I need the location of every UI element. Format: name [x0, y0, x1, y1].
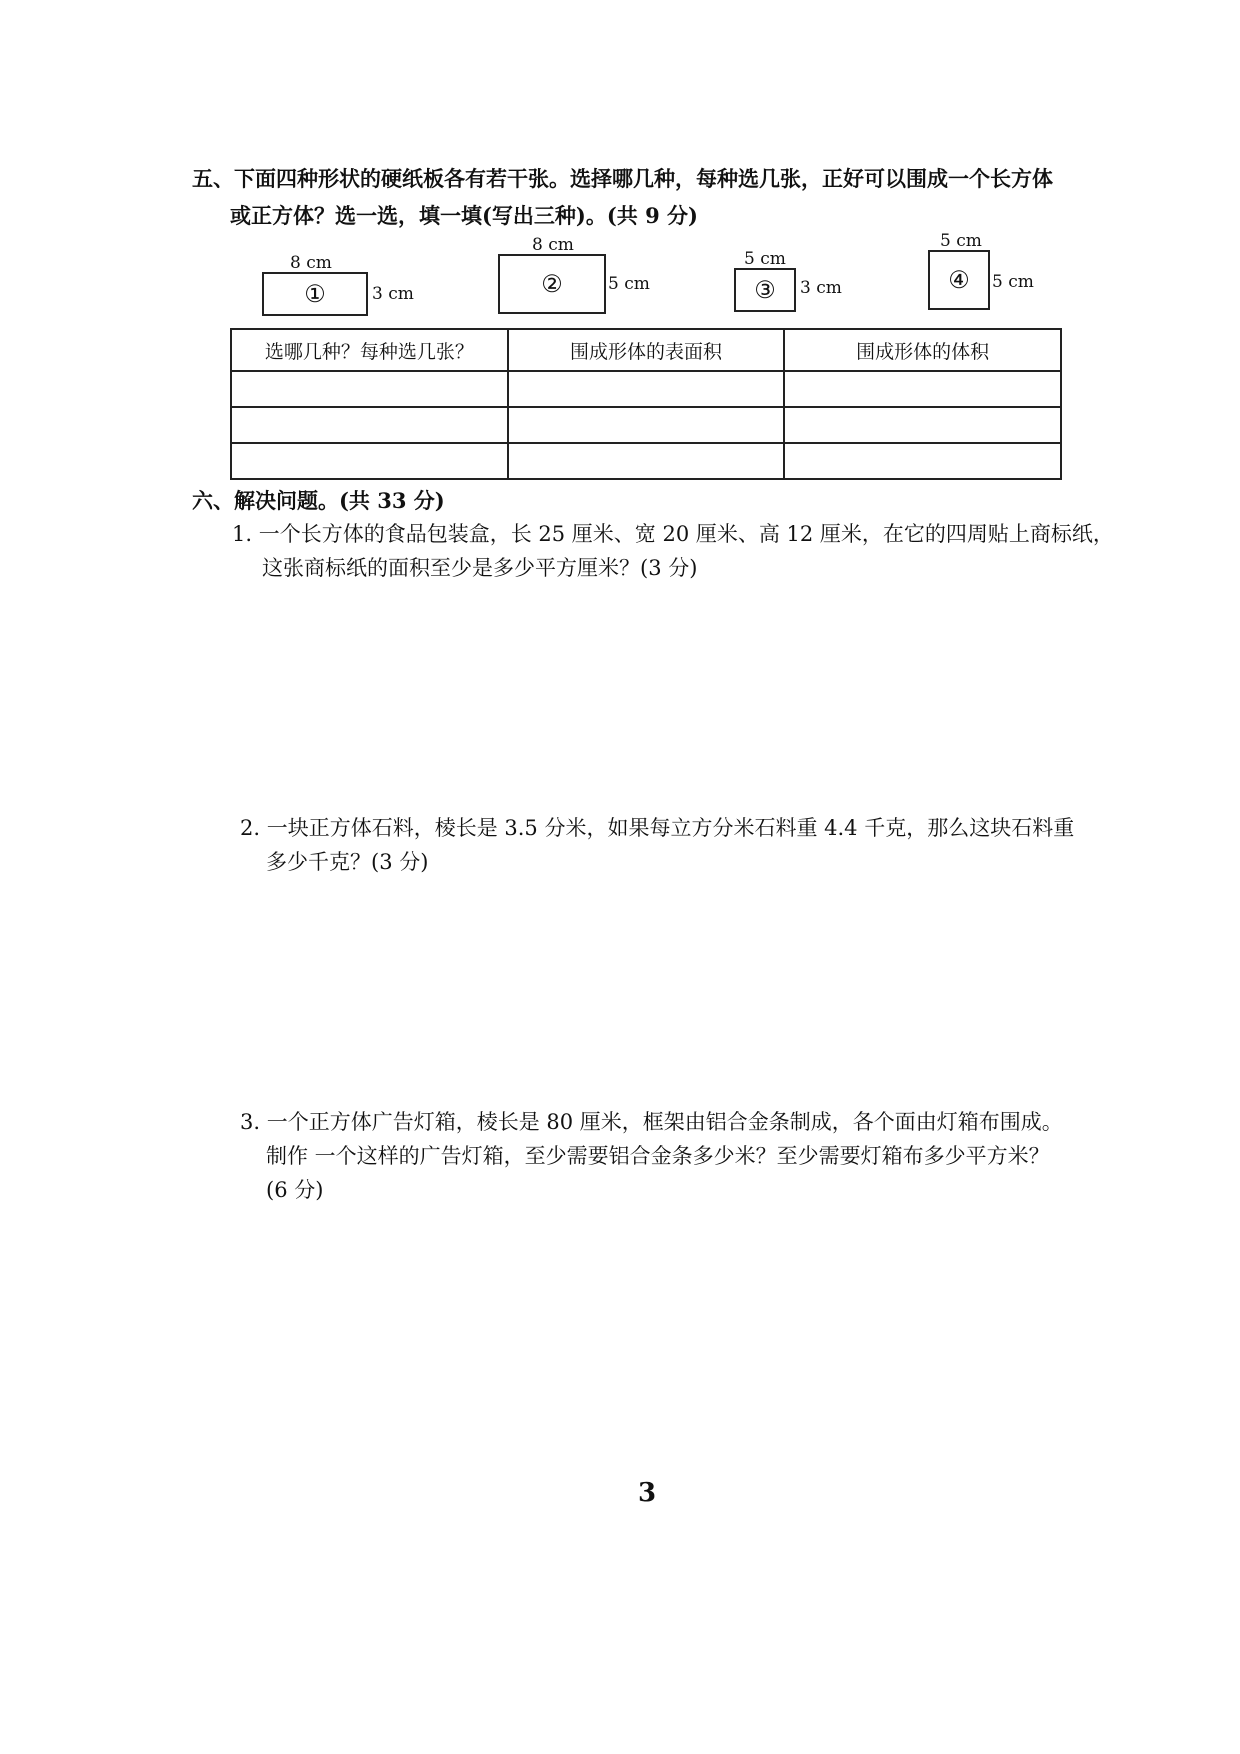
shape2-top-dimension: 8 cm: [532, 235, 574, 255]
problem1-line2: 这张商标纸的面积至少是多少平方厘米？(3 分): [262, 556, 698, 580]
shape2-label: ②: [541, 270, 563, 298]
shape1-rectangle: [262, 272, 368, 316]
problem2-line2: 多少千克？(3 分): [266, 850, 429, 874]
header-choice: 选哪几种？每种选几张？: [231, 329, 508, 371]
shape3-label: ③: [754, 276, 776, 304]
shape1-label: ①: [304, 280, 326, 308]
answer-cell[interactable]: [784, 371, 1061, 407]
answer-table: [230, 328, 1062, 480]
problem3-line2: 制作 一个这样的广告灯箱，至少需要铝合金条多少米？至少需要灯箱布多少平方米？: [266, 1144, 1050, 1168]
answer-cell[interactable]: [508, 443, 785, 479]
answer-cell[interactable]: [231, 407, 508, 443]
answer-cell[interactable]: [784, 443, 1061, 479]
section5-title-line2: 或正方体？选一选，填一填(写出三种)。(共 9 分): [230, 203, 698, 228]
header-volume: 围成形体的体积: [784, 329, 1061, 371]
page-number: 3: [638, 1478, 657, 1508]
problem3-line3: (6 分): [266, 1178, 324, 1202]
shape1-top-dimension: 8 cm: [290, 253, 332, 273]
shape3-side-dimension: 3 cm: [800, 278, 842, 298]
problem3-line1: 3. 一个正方体广告灯箱，棱长是 80 厘米，框架由铝合金条制成，各个面由灯箱布围成。: [240, 1110, 1063, 1134]
shape3-rectangle: [734, 268, 796, 312]
problem1-line1: 1. 一个长方体的食品包装盒，长 25 厘米、宽 20 厘米、高 12 厘米，在它的四周贴上商标纸，: [232, 522, 1114, 546]
answer-cell[interactable]: [508, 407, 785, 443]
answer-cell[interactable]: [784, 407, 1061, 443]
table-row: [231, 443, 1061, 479]
shape2-rectangle: [498, 254, 606, 314]
section6-title: 六、解决问题。(共 33 分): [192, 488, 445, 513]
shape2-side-dimension: 5 cm: [608, 274, 650, 294]
header-surface-area: 围成形体的表面积: [508, 329, 785, 371]
shape3-top-dimension: 5 cm: [744, 249, 786, 269]
answer-table-header-row: [231, 329, 1061, 371]
problem2-line1: 2. 一块正方体石料，棱长是 3.5 分米，如果每立方分米石料重 4.4 千克，那么这块石料重: [240, 816, 1075, 840]
shape4-label: ④: [948, 266, 970, 294]
table-row: [231, 371, 1061, 407]
answer-cell[interactable]: [231, 371, 508, 407]
shape4-top-dimension: 5 cm: [940, 231, 982, 251]
shape4-side-dimension: 5 cm: [992, 272, 1034, 292]
answer-cell[interactable]: [508, 371, 785, 407]
table-row: [231, 407, 1061, 443]
answer-cell[interactable]: [231, 443, 508, 479]
section5-title-line1: 五、下面四种形状的硬纸板各有若干张。选择哪几种，每种选几张，正好可以围成一个长方体: [192, 166, 1053, 191]
shape1-side-dimension: 3 cm: [372, 284, 414, 304]
shape4-rectangle: [928, 250, 990, 310]
